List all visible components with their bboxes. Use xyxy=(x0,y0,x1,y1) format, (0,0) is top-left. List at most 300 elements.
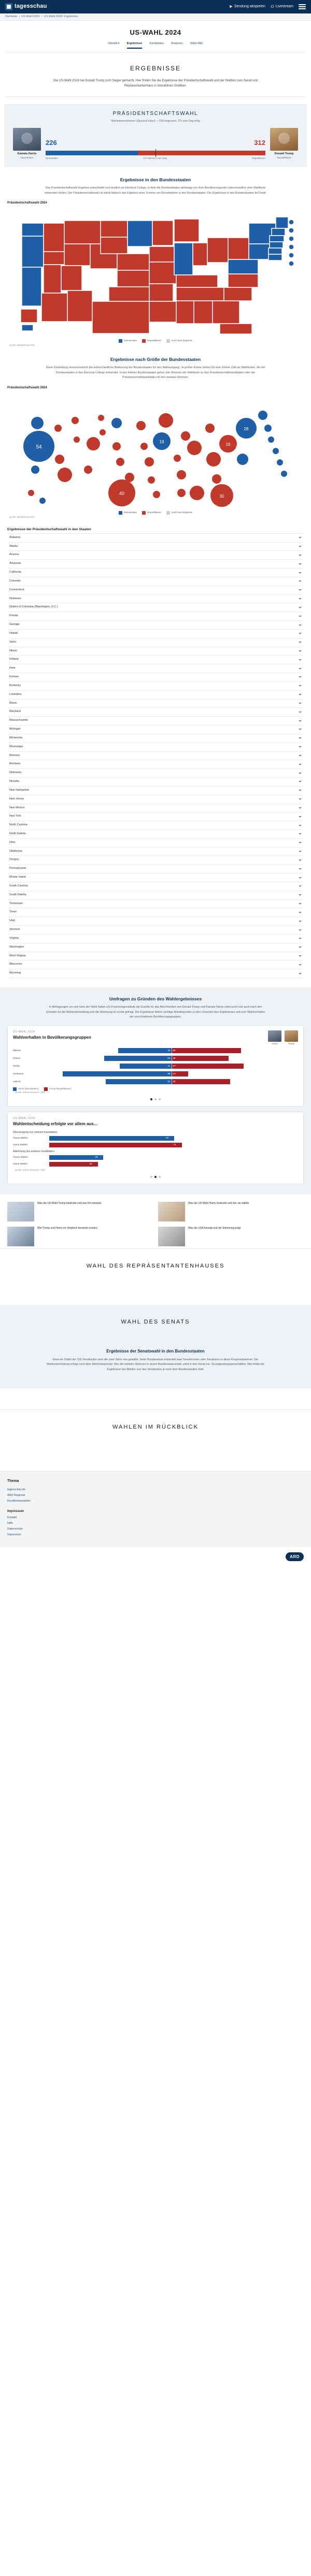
chart1-bar-harris xyxy=(104,1056,171,1061)
state-accordion-item[interactable] xyxy=(7,856,304,865)
chart1-row-track xyxy=(45,1079,298,1084)
state-accordion-item[interactable] xyxy=(7,647,304,656)
state-accordion-item[interactable] xyxy=(7,752,304,761)
chevron-down-icon xyxy=(299,868,302,870)
livestream-button[interactable] xyxy=(271,4,293,9)
bubble-legend xyxy=(7,511,304,515)
state-accordion-item[interactable] xyxy=(7,952,304,961)
tagesschau-logo-icon xyxy=(5,3,12,10)
breadcrumb-item-0[interactable]: Startseite xyxy=(5,14,18,18)
state-accordion-label: Mississippi xyxy=(9,745,23,748)
state-accordion-label: Arizona xyxy=(9,553,19,557)
chart1-bar-harris xyxy=(118,1048,171,1053)
polls-heading: Umfragen zu Gründen des Wahlergebnisses xyxy=(109,996,202,1002)
state-accordion-item[interactable] xyxy=(7,725,304,734)
state-accordion-label: South Dakota xyxy=(9,893,26,896)
chevron-down-icon xyxy=(299,816,302,818)
chart1-face-trump-name: Trump xyxy=(288,1042,294,1045)
state-accordion-item[interactable] xyxy=(7,543,304,551)
chevron-down-icon xyxy=(299,676,302,678)
chevron-down-icon xyxy=(299,555,302,556)
chart2-row-label: Harris-Wähler xyxy=(13,1162,28,1166)
avatar-harris xyxy=(13,128,41,151)
teaser-2[interactable] xyxy=(7,1227,153,1246)
state-accordion-item[interactable] xyxy=(7,908,304,917)
republican-ev-count: 312 xyxy=(254,138,265,147)
chart1-bar-harris xyxy=(63,1071,171,1076)
chevron-down-icon xyxy=(299,964,302,966)
footer-link-tagesschau[interactable]: tagesschau.de xyxy=(7,1488,26,1492)
chevron-down-icon xyxy=(299,851,302,852)
chevron-down-icon xyxy=(299,894,302,896)
svg-text:19: 19 xyxy=(159,440,164,445)
bubble-legend-democrat: Demokraten xyxy=(124,511,137,514)
chart1-bar-harris xyxy=(106,1079,172,1084)
chevron-down-icon xyxy=(299,764,302,765)
chart2-row xyxy=(13,1155,298,1160)
chevron-down-icon xyxy=(299,798,302,800)
chevron-down-icon xyxy=(299,746,302,748)
state-accordion-label: Maine xyxy=(9,701,17,705)
chevron-down-icon xyxy=(299,860,302,861)
hamburger-menu-icon[interactable] xyxy=(299,4,306,9)
tab-wahl-abc[interactable]: Wahl-ABC xyxy=(190,41,204,45)
chart1-row-track xyxy=(45,1064,298,1069)
state-accordion-label: Wisconsin xyxy=(9,963,22,966)
breadcrumb-item-1[interactable]: US-Wahl 2024 xyxy=(21,14,40,18)
footer-link-rundfunkanstalten[interactable]: Rundfunkanstalten xyxy=(7,1499,31,1503)
state-accordion-item[interactable] xyxy=(7,926,304,935)
map-legend xyxy=(7,339,304,343)
chart1-value-harris: 86 xyxy=(167,1072,171,1075)
chart1-bar-trump xyxy=(172,1048,242,1053)
map-source-note: Quelle: Wahlleiter/ap/ARD xyxy=(9,343,35,346)
chevron-down-icon xyxy=(299,598,302,600)
chart1-row-label: Weiße xyxy=(13,1064,20,1067)
state-accordion-label: Alaska xyxy=(9,544,18,548)
brand-logo[interactable] xyxy=(5,3,47,11)
state-accordion-item[interactable] xyxy=(7,656,304,664)
state-accordion-item[interactable] xyxy=(7,760,304,769)
senate-section-heading: WAHL DES SENATS xyxy=(0,1305,311,1340)
ard-logo: ARD xyxy=(286,1552,304,1562)
state-accordion-label: Maryland xyxy=(9,710,21,714)
state-accordion-label: Oregon xyxy=(9,858,19,862)
site-footer xyxy=(0,1471,311,1547)
page-title: US-WAHL 2024 xyxy=(130,28,181,36)
candidate-democrat-party: Demokraten xyxy=(20,156,34,159)
chart1-row xyxy=(13,1047,298,1054)
chevron-down-icon xyxy=(299,938,302,939)
section-nav xyxy=(5,42,306,53)
map-kicker: Präsidentschaftswahl 2024 xyxy=(7,201,47,205)
footer-link-ard-regional[interactable]: ARD Regional xyxy=(7,1494,25,1497)
retro-section-heading: WAHLEN IM RÜCKBLICK xyxy=(0,1409,311,1445)
state-accordion-item[interactable] xyxy=(7,638,304,647)
article-teasers xyxy=(0,1195,311,1248)
state-accordion-item[interactable] xyxy=(7,839,304,848)
chevron-down-icon xyxy=(299,580,302,582)
chevron-down-icon xyxy=(299,537,302,539)
brand-name: tagesschau xyxy=(15,3,47,10)
state-accordion-label: Idaho xyxy=(9,640,17,644)
state-accordion-label: Virginia xyxy=(9,936,19,940)
chevron-down-icon xyxy=(299,773,302,774)
chevron-down-icon xyxy=(299,842,302,843)
state-accordion-item[interactable] xyxy=(7,960,304,969)
chart1-value-harris: 52 xyxy=(167,1080,171,1083)
chevron-down-icon xyxy=(299,947,302,948)
state-accordion-label: Nebraska xyxy=(9,771,22,775)
footer-links-sub xyxy=(7,1515,304,1537)
chart1-row xyxy=(13,1063,298,1069)
chart1-value-harris: 42 xyxy=(167,1049,171,1052)
candidate-democrat-name: Kamala Harris xyxy=(17,152,37,156)
chart2-value: 26 xyxy=(89,1162,92,1166)
teaser-3[interactable] xyxy=(158,1227,304,1246)
state-accordion-item[interactable] xyxy=(7,569,304,577)
polls-text: In Befragungen vor und nach der Wahl haben US-Forschungsinstitute die Gründe für das Abschneiden von Donald Trump und Kamala Harris untersucht und auch nach den Gründen für die Wahlentscheidung und die Stimmung im sozial gefragt. Die Ergebnisse liefern wichtige Anhaltspunkte zu den Ursachen des Ergebnisses und zum Wahlverhalten der verschiedenen Bevölkerungsgruppen. xyxy=(46,1006,265,1019)
chart1-value-harris: 53 xyxy=(167,1056,171,1059)
state-accordion-item[interactable] xyxy=(7,943,304,952)
teaser-1[interactable] xyxy=(158,1202,304,1221)
chevron-down-icon xyxy=(299,563,302,565)
livestream-label: Livestream xyxy=(275,4,293,8)
usa-choropleth-svg xyxy=(7,208,304,337)
chevron-down-icon xyxy=(299,790,302,791)
chart2-bar xyxy=(49,1143,182,1147)
chart2-source: Quelle: Edison Research / NEP xyxy=(15,1169,46,1172)
teaser-0-text: Was die US-Wahl Trump bedeutet und was ihn erwartet xyxy=(37,1202,102,1205)
state-accordion-item[interactable] xyxy=(7,874,304,882)
chart1-face-harris-name: Harris xyxy=(272,1042,278,1045)
legend-no-result: Noch kein Ergebnis xyxy=(172,339,192,342)
chevron-down-icon xyxy=(299,973,302,974)
state-accordion-item[interactable] xyxy=(7,969,304,978)
presidential-heading: PRÄSIDENTSCHAFTSWAHL xyxy=(112,110,199,117)
state-accordion-label: Vermont xyxy=(9,928,20,932)
teaser-0[interactable] xyxy=(7,1202,153,1221)
chart1-row-label: Schwarze xyxy=(13,1072,24,1075)
state-accordion-item[interactable] xyxy=(7,787,304,795)
state-accordion-label: North Carolina xyxy=(9,823,27,827)
state-accordion-item[interactable] xyxy=(7,586,304,595)
teaser-1-thumbnail xyxy=(158,1202,185,1221)
chevron-down-icon xyxy=(299,877,302,879)
state-accordion-label: Alabama xyxy=(9,535,21,539)
state-accordion-item[interactable] xyxy=(7,534,304,543)
state-accordion-label: Indiana xyxy=(9,658,19,661)
teaser-2-thumbnail xyxy=(7,1227,34,1246)
chart1-value-trump: 57 xyxy=(173,1064,176,1067)
state-accordion-label: New Hampshire xyxy=(9,788,30,792)
map-section-title: Ergebnisse in den Bundesstaaten xyxy=(120,177,191,182)
chart1-value-trump: 13 xyxy=(173,1072,176,1075)
footer-logo-row xyxy=(0,1547,311,1570)
state-accordion-label: Louisiana xyxy=(9,692,22,696)
state-accordion-item[interactable] xyxy=(7,830,304,839)
results-lead: Die US-Wahl 2024 hat Donald Trump zum Sieger gemacht. Hier finden Sie die Ergebnisse der Präsidentschaftswahl und der Wahlen zum Senat und Repräsentantenhaus in interaktiven Grafiken. xyxy=(53,79,258,88)
usa-bubble-svg xyxy=(7,392,304,511)
chevron-down-icon xyxy=(299,720,302,722)
footer-link-kontakt[interactable]: Kontakt xyxy=(7,1516,17,1520)
chart2-row-label: Harris-Wähler xyxy=(13,1143,28,1146)
state-accordion-item[interactable] xyxy=(7,700,304,708)
svg-text:19: 19 xyxy=(225,442,231,447)
chevron-down-icon xyxy=(299,633,302,634)
chevron-down-icon xyxy=(299,694,302,695)
map-section-text: Das Präsidentschaftswahl-Ergebnis entscheidet sich letztlich an Electoral College, in dem die Bundesstaaten abhängig von ihrer Bevölkerungszahl unterschiedlich viele Wahlleute entsenden dürfen. Der Präsidentschaftswahl ist damit faktisch das Ergebnis einer Summe von Einzelwahlen in den Bundesstaaten. Die Ergebnisse in den Bundesstaaten im Detail: xyxy=(44,186,267,195)
svg-text:54: 54 xyxy=(36,444,42,450)
state-accordion-label: Tennessee xyxy=(9,901,23,905)
footer-link-datenschutz[interactable]: Datenschutz xyxy=(7,1527,23,1531)
chart1-bar-trump xyxy=(172,1056,229,1061)
state-accordion-item[interactable] xyxy=(7,708,304,717)
chevron-down-icon xyxy=(299,807,302,809)
chevron-down-icon xyxy=(299,572,302,574)
chart2-title: Wahlentscheidung erfolgte vor allem aus… xyxy=(13,1122,98,1127)
ev-foot-right: Republikaner xyxy=(252,156,265,159)
candidate-democrat xyxy=(11,128,43,160)
state-accordion-label: Kansas xyxy=(9,675,19,679)
state-accordion-item[interactable] xyxy=(7,595,304,604)
state-accordion-item[interactable] xyxy=(7,795,304,804)
chevron-down-icon xyxy=(299,668,302,670)
state-accordion-item[interactable] xyxy=(7,778,304,787)
chart1-face-harris xyxy=(268,1030,281,1045)
chevron-down-icon xyxy=(299,642,302,643)
chart1-source: Quelle: Edison Research / NEP xyxy=(15,1090,46,1094)
chart1-legend xyxy=(13,1087,298,1091)
chevron-down-icon xyxy=(299,903,302,905)
chevron-down-icon xyxy=(299,624,302,626)
chevron-down-icon xyxy=(299,711,302,713)
senate-info-box xyxy=(0,1340,311,1389)
footer-title: Thema xyxy=(7,1479,19,1483)
state-accordion-label: Colorado xyxy=(9,579,21,583)
state-accordion xyxy=(7,533,304,978)
chart1-bar-trump xyxy=(172,1079,230,1084)
state-accordion-item[interactable] xyxy=(7,821,304,830)
svg-text:40: 40 xyxy=(119,491,125,497)
state-size-bubble-map[interactable] xyxy=(7,392,304,511)
chart1-bar-trump xyxy=(172,1064,244,1069)
state-accordion-item[interactable] xyxy=(7,621,304,630)
state-accordion-item[interactable] xyxy=(7,848,304,856)
presidential-panel xyxy=(4,104,307,167)
state-accordion-item[interactable] xyxy=(7,865,304,874)
state-accordion-label: Georgia xyxy=(9,623,20,627)
chart1-value-trump: 46 xyxy=(173,1080,176,1083)
state-accordion-item[interactable] xyxy=(7,603,304,612)
chart1-row xyxy=(13,1055,298,1061)
chart2-row-label: Trump-Wähler xyxy=(13,1156,29,1159)
state-accordion-item[interactable] xyxy=(7,691,304,700)
svg-text:28: 28 xyxy=(244,427,249,432)
state-accordion-item[interactable] xyxy=(7,917,304,926)
chart1-row-track xyxy=(45,1056,298,1061)
state-accordion-label: Arkansas xyxy=(9,562,21,565)
chart1-bar-harris xyxy=(120,1064,172,1069)
legend-republican: Republikaner xyxy=(147,339,162,342)
state-accordion-label: Texas xyxy=(9,910,17,914)
state-accordion-label: Missouri xyxy=(9,753,20,757)
state-accordion-item[interactable] xyxy=(7,664,304,673)
state-accordion-label: Montana xyxy=(9,762,20,766)
chart-card-voter-groups xyxy=(7,1025,304,1107)
state-accordion-label: New York xyxy=(9,814,21,818)
chart2-bar xyxy=(49,1136,174,1141)
state-accordion-label: Michigan xyxy=(9,727,21,731)
electoral-bar-republican xyxy=(138,151,265,155)
state-accordion-label: Minnesota xyxy=(9,736,22,739)
state-accordion-label: Oklahoma xyxy=(9,849,22,853)
chevron-down-icon xyxy=(299,607,302,608)
tab-ueberblick[interactable]: Überblick xyxy=(107,41,120,45)
breadcrumb xyxy=(0,13,311,21)
state-accordion-label: California xyxy=(9,571,21,574)
chevron-down-icon xyxy=(299,955,302,957)
teaser-0-thumbnail xyxy=(7,1202,34,1221)
teaser-1-text: Was die US-Wahl Harris bedeutet und wer sie wählte xyxy=(188,1202,249,1205)
chevron-down-icon xyxy=(299,825,302,826)
state-accordion-item[interactable] xyxy=(7,743,304,752)
chart2-row xyxy=(13,1162,298,1167)
state-accordion-label: Ohio xyxy=(9,840,16,844)
state-accordion-item[interactable] xyxy=(7,612,304,621)
footer-link-impressum[interactable]: Impressum xyxy=(7,1533,21,1536)
tab-kandidaten[interactable]: Kandidaten xyxy=(149,41,164,45)
state-accordion-label: Delaware xyxy=(9,596,21,600)
chart2-value: 71 xyxy=(173,1143,176,1146)
results-heading: ERGEBNISSE xyxy=(130,64,181,72)
senate-box-text: Etwa ein Drittel der 100 Senatssitze wird alle zwei Jahre neu gewählt. Jeder Bundesstaat entsendet zwei Senatorinnen oder Senatoren in diese Kongresskammer. Die Wahlentscheidung erfolgt nach dem Mehrheitsprinzip: Wer die meisten Stimmen in einem Bundesstaat erhält, zieht in den Senat ein. Grundgesetzgegenschaften: Wer bildet die Ergebnisse der Wahlen von den Senatssitze je nach dem Bundesstaaten statt. xyxy=(47,1358,264,1371)
chart1-value-harris: 41 xyxy=(167,1064,171,1067)
state-accordion-item[interactable] xyxy=(7,769,304,778)
play-icon xyxy=(229,5,233,8)
senate-content-placeholder xyxy=(0,1389,311,1409)
state-accordion-item[interactable] xyxy=(7,560,304,569)
tab-analysen[interactable]: Analysen xyxy=(171,41,183,45)
state-accordion-label: District of Columbia (Washington, D.C.) xyxy=(9,605,58,609)
state-accordion-item[interactable] xyxy=(7,900,304,909)
ev-foot-left: Demokraten xyxy=(46,156,58,159)
state-accordion-item[interactable] xyxy=(7,673,304,682)
state-accordion-item[interactable] xyxy=(7,577,304,586)
candidate-republican-party: Republikaner xyxy=(277,156,291,159)
chevron-down-icon xyxy=(299,737,302,739)
footer-subtitle: Impressum xyxy=(7,1509,24,1513)
bubble-legend-republican: Republikaner xyxy=(147,511,162,514)
footer-link-hilfe[interactable]: Hilfe xyxy=(7,1522,13,1525)
candidate-republican-name: Donald Trump xyxy=(274,152,294,156)
chevron-down-icon xyxy=(299,912,302,913)
chevron-down-icon xyxy=(299,546,302,547)
chart1-eyebrow: US-WAHL 2024 xyxy=(13,1030,35,1034)
democrat-ev-count: 226 xyxy=(46,138,57,147)
state-accordion-label: Washington xyxy=(9,945,24,949)
state-accordion-label: North Dakota xyxy=(9,832,26,835)
top-bar xyxy=(0,0,311,13)
state-accordion-item[interactable] xyxy=(7,891,304,900)
chart1-value-trump: 45 xyxy=(173,1056,176,1059)
bubble-legend-no-result: Noch kein Ergebnis xyxy=(172,511,192,514)
chevron-down-icon xyxy=(299,921,302,922)
chart2-row xyxy=(13,1143,298,1147)
state-accordion-item[interactable] xyxy=(7,630,304,638)
bubble-section-text: Diese Darstellung veranschaulicht die unterschiedliche Bedeutung der Bundesstaaten für den Wahlausgang. Je größer Kreise stehen für eine höhere Zahl an Wahlleuten, die der Bundesstaaten in das Electoral College entsendet. In den kleinen Bundesstaaten gehen alle Stimmen der Wahlleute an den Präsidentschaftskandidaten oder die Präsidentschaftskandidatin mit den meisten Stimmen. xyxy=(46,366,265,380)
bubble-kicker: Präsidentschaftswahl 2024 xyxy=(7,386,47,389)
state-accordion-item[interactable] xyxy=(7,717,304,725)
senate-box-title: Ergebnisse der Senatswahl in den Bundesstaaten xyxy=(106,1349,205,1354)
chevron-down-icon xyxy=(299,616,302,617)
house-section-heading: WAHL DES REPRÄSENTANTENHAUSES xyxy=(0,1248,311,1284)
chart1-row-label: Männer xyxy=(13,1049,21,1052)
state-accordion-label: Rhode Island xyxy=(9,876,26,879)
state-results-map[interactable] xyxy=(7,208,304,337)
state-accordion-item[interactable] xyxy=(7,935,304,943)
state-accordion-label: Utah xyxy=(9,919,16,923)
legend-democrat: Demokraten xyxy=(124,339,137,342)
play-broadcast-label: Sendung abspielen xyxy=(234,4,265,8)
state-accordion-label: Illinois xyxy=(9,649,17,652)
avatar-trump xyxy=(270,128,298,151)
chart1-pager[interactable] xyxy=(13,1098,298,1100)
teaser-3-text: Was die USA bewegt und die Stimmung prägt xyxy=(188,1227,241,1230)
chart1-legend-0: Harris (Demokraten) xyxy=(18,1087,39,1090)
teaser-3-thumbnail xyxy=(158,1227,185,1246)
state-accordion-label: Connecticut xyxy=(9,588,24,591)
state-accordion-item[interactable] xyxy=(7,812,304,821)
chart1-row-label: Frauen xyxy=(13,1056,21,1059)
electoral-vote-bar xyxy=(46,151,265,155)
bubble-source-note: Quelle: Wahlleiter/ap/ARD xyxy=(9,516,35,519)
breadcrumb-sep-0: › xyxy=(19,14,20,18)
retro-content-placeholder xyxy=(0,1445,311,1466)
breadcrumb-sep-1: › xyxy=(41,14,43,18)
state-accordion-label: Iowa xyxy=(9,666,16,670)
state-accordion-label: New Mexico xyxy=(9,806,25,809)
state-accordion-label: Hawaii xyxy=(9,631,18,635)
chevron-down-icon xyxy=(299,885,302,887)
state-accordion-label: West Virginia xyxy=(9,954,26,957)
state-accordion-label: Wyoming xyxy=(9,971,21,975)
chart2-value: 67 xyxy=(166,1137,169,1140)
divider xyxy=(5,96,306,97)
state-accordion-item[interactable] xyxy=(7,682,304,691)
livestream-icon xyxy=(271,5,274,8)
footer-links-main xyxy=(7,1487,304,1504)
chevron-down-icon xyxy=(299,929,302,931)
state-accordion-item[interactable] xyxy=(7,551,304,560)
chart2-pager[interactable] xyxy=(13,1176,298,1178)
chart2-eyebrow: US-WAHL 2024 xyxy=(13,1116,35,1120)
play-broadcast-button[interactable] xyxy=(229,4,265,9)
chevron-down-icon xyxy=(299,659,302,661)
state-accordion-item[interactable] xyxy=(7,804,304,813)
state-accordion-label: Pennsylvania xyxy=(9,867,26,870)
state-accordion-label: Nevada xyxy=(9,780,19,783)
state-accordion-item[interactable] xyxy=(7,734,304,743)
chart2-group-label: Ablehnung des anderen Kandidaten xyxy=(13,1150,54,1154)
chevron-down-icon xyxy=(299,729,302,730)
chart2-row-label: Trump-Wähler xyxy=(13,1137,29,1140)
state-accordion-item[interactable] xyxy=(7,882,304,891)
chart1-bars xyxy=(13,1047,298,1085)
electoral-vote-summary xyxy=(43,138,268,160)
chart2-row xyxy=(13,1136,298,1141)
tab-ergebnisse[interactable]: Ergebnisse xyxy=(127,42,143,49)
